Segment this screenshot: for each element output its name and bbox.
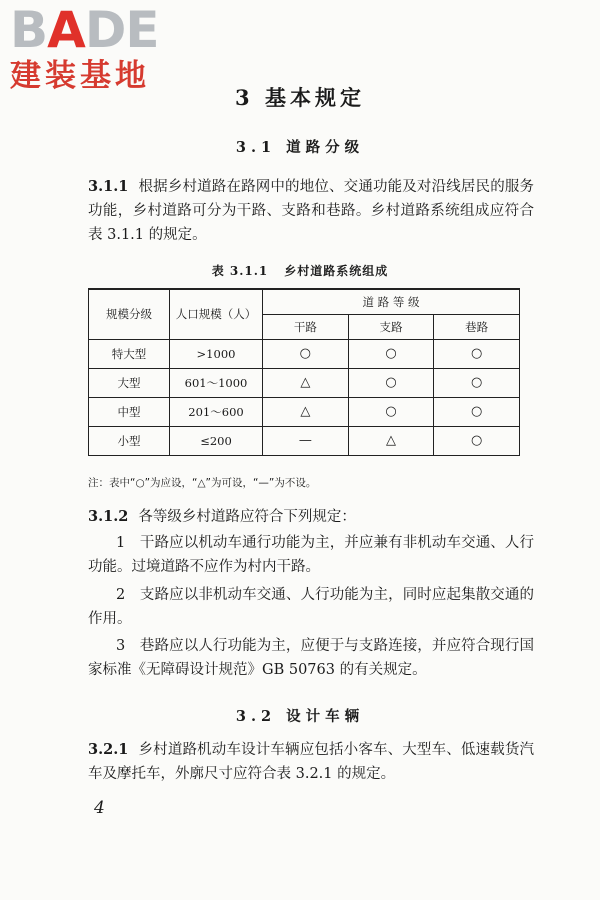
header-main-road: 干路 xyxy=(263,314,349,339)
cell-population: ≤200 xyxy=(170,426,263,455)
table-row xyxy=(89,368,520,397)
table-row xyxy=(89,339,520,368)
cell-branch-road: △ xyxy=(348,426,434,455)
list-item: 2 支路应以非机动车交通、人行功能为主，同时应起集散交通的作用。 xyxy=(88,587,534,627)
cell-main-road: — xyxy=(263,426,349,455)
chapter-title: 3 基本规定 xyxy=(235,85,365,110)
header-lane: 巷路 xyxy=(434,314,520,339)
site-logo xyxy=(10,1,180,94)
table-row xyxy=(89,426,520,455)
clause-3-1-2 xyxy=(88,505,534,529)
header-population: 人口规模（人） xyxy=(170,289,263,339)
page-number: 4 xyxy=(94,798,105,818)
cell-scale: 小型 xyxy=(89,426,170,455)
cell-branch-road: ○ xyxy=(348,339,434,368)
list-item: 1 干路应以机动车通行功能为主，并应兼有非机动车交通、人行功能。过境道路不应作为村内干路。 xyxy=(88,535,534,575)
header-road-grade: 道 路 等 级 xyxy=(263,289,520,314)
clause-text: 根据乡村道路在路网中的地位、交通功能及对沿线居民的服务功能，乡村道路可分为干路、支路和巷路。乡村道路系统组成应符合表 3.1.1 的规定。 xyxy=(88,179,534,243)
clause-3-2-1 xyxy=(88,738,534,786)
cell-scale: 大型 xyxy=(89,368,170,397)
table-row xyxy=(89,397,520,426)
cell-population: >1000 xyxy=(170,339,263,368)
cell-lane: ○ xyxy=(434,368,520,397)
list-item: 3 巷路应以人行功能为主，应便于与支路连接，并应符合现行国家标准《无障碍设计规范》GB 50763 的有关规定。 xyxy=(88,638,534,678)
clause-text: 乡村道路机动车设计车辆应包括小客车、大型车、低速载货汽车及摩托车，外廓尺寸应符合表 3.2.1 的规定。 xyxy=(88,742,534,782)
cell-branch-road: ○ xyxy=(348,368,434,397)
cell-lane: ○ xyxy=(434,397,520,426)
cell-branch-road: ○ xyxy=(348,397,434,426)
cell-population: 601～1000 xyxy=(170,368,263,397)
clause-3-1-1 xyxy=(88,175,534,247)
cell-lane: ○ xyxy=(434,426,520,455)
cell-population: 201～600 xyxy=(170,397,263,426)
clause-number: 3.2.1 xyxy=(88,741,129,758)
cell-scale: 特大型 xyxy=(89,339,170,368)
header-scale: 规模分级 xyxy=(89,289,170,339)
cell-scale: 中型 xyxy=(89,397,170,426)
cell-main-road: ○ xyxy=(263,339,349,368)
clause-number: 3.1.1 xyxy=(88,178,129,195)
section-title-3-2: 3.2 设计车辆 xyxy=(235,708,365,725)
logo-subtitle: 建装基地 xyxy=(10,58,150,94)
cell-main-road: △ xyxy=(263,368,349,397)
header-branch-road: 支路 xyxy=(348,314,434,339)
road-system-table xyxy=(88,288,520,456)
logo-wordmark: BADE xyxy=(10,1,159,59)
clause-number: 3.1.2 xyxy=(88,508,129,525)
section-title-3-1: 3.1 道路分级 xyxy=(235,139,365,156)
table-number: 表 3.1.1 xyxy=(211,264,269,278)
cell-main-road: △ xyxy=(263,397,349,426)
cell-lane: ○ xyxy=(434,339,520,368)
table-note: 注：表中“○”为应设，“△”为可设，“—”为不设。 xyxy=(88,477,317,489)
table-caption xyxy=(0,262,600,279)
clause-text: 各等级乡村道路应符合下列规定： xyxy=(138,509,356,525)
table-title: 乡村道路系统组成 xyxy=(284,264,389,278)
